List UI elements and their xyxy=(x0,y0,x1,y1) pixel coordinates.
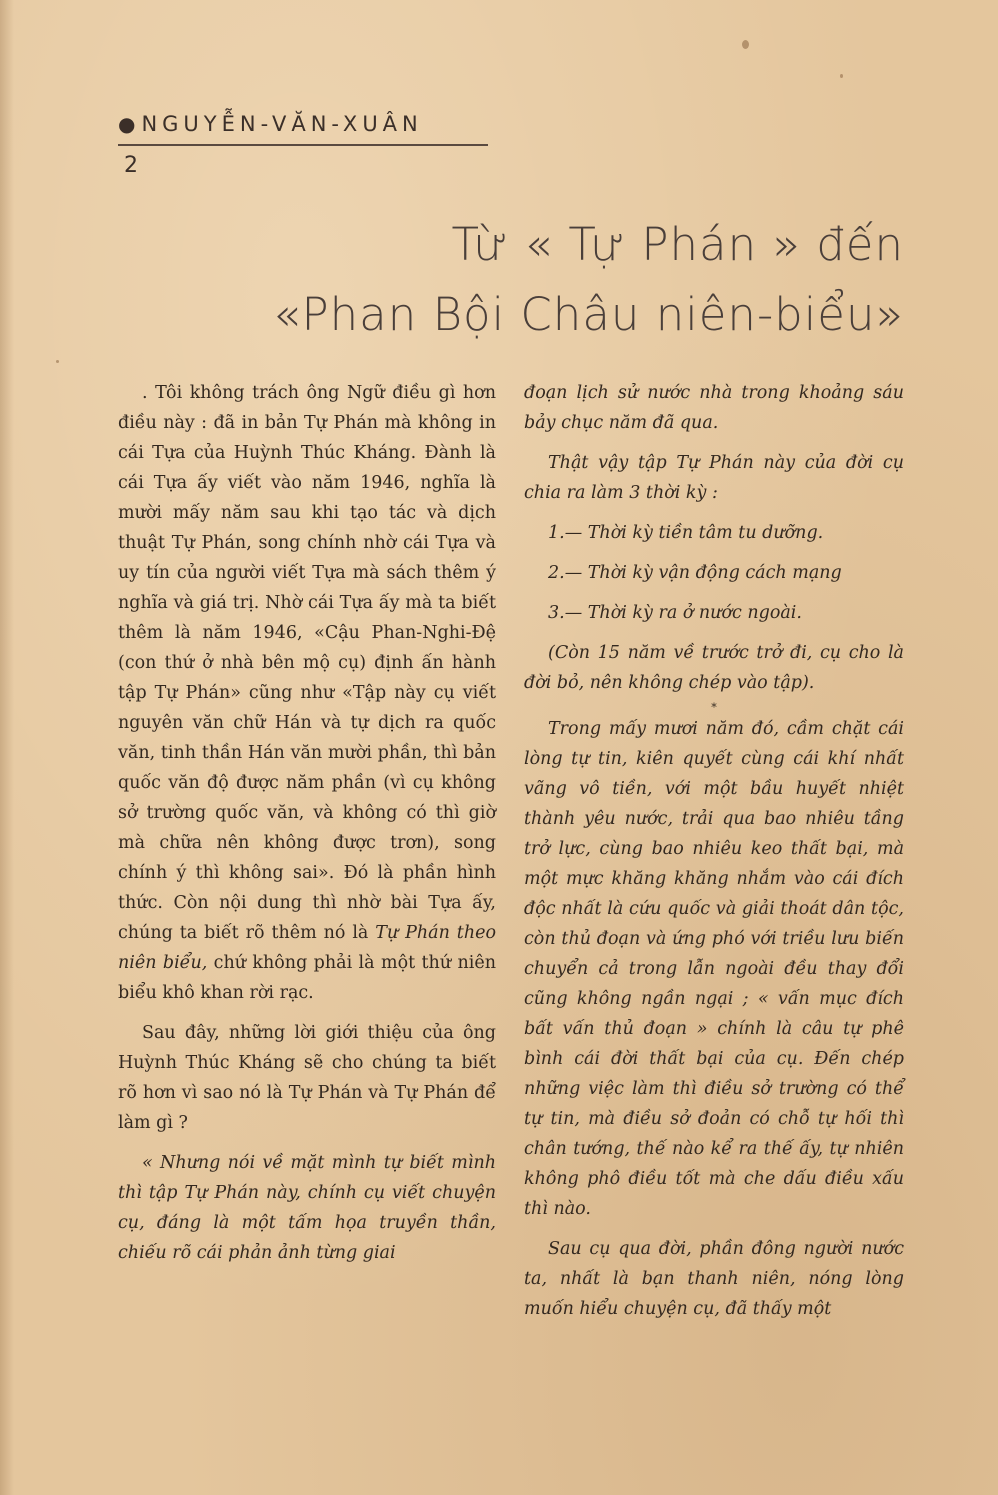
paper-stain xyxy=(840,74,843,78)
paragraph: Thật vậy tập Tự Phán này của đời cụ chia ra làm 3 thời kỳ : xyxy=(524,453,904,503)
list-item: 3.— Thời kỳ ra ở nước ngoài. xyxy=(548,603,802,623)
paragraph: (Còn 15 năm về trước trở đi, cụ cho là đời bỏ, nên không chép vào tập). xyxy=(524,643,904,693)
page-number: 2 xyxy=(124,153,138,178)
paper-stain xyxy=(56,360,59,363)
paragraph-text: chứ không phải là một thứ niên biểu khô khan rời rạc. xyxy=(118,953,496,1003)
bullet-icon: ● xyxy=(118,112,136,136)
running-head xyxy=(118,112,423,136)
article-title-line-2: «Phan Bội Châu niên-biểu» xyxy=(272,288,904,341)
list-item: 1.— Thời kỳ tiền tâm tu dưỡng. xyxy=(548,523,824,543)
paragraph: Sau cụ qua đời, phần đông người nước ta, nhất là bạn thanh niên, nóng lòng muốn hiểu chuyện cụ, đã thấy một xyxy=(524,1239,904,1319)
paragraph: đoạn lịch sử nước nhà trong khoảng sáu bảy chục năm đã qua. xyxy=(524,383,904,433)
paragraph: Sau đây, những lời giới thiệu của ông Huỳnh Thúc Kháng sẽ cho chúng ta biết rõ hơn vì sao nó là Tự Phán và Tự Phán để làm gì ? xyxy=(118,1023,496,1133)
paper-stain xyxy=(742,40,749,49)
right-column xyxy=(524,378,904,1324)
left-column xyxy=(118,378,496,1268)
quote-paragraph: « Nhưng nói về mặt mình tự biết mình thì tập Tự Phán này, chính cụ viết chuyện cụ, đáng là một tấm họa truyền thần, chiếu rõ cái phản ảnh từng giai xyxy=(118,1153,496,1263)
article-title-line-1: Từ « Tự Phán » đến xyxy=(451,218,904,271)
paragraph-text: . Tôi không trách ông Ngữ điều gì hơn điều này : đã in bản Tự Phán mà không in cái Tựa của Huỳnh Thúc Kháng. Đành là cái Tựa ấy viết vào năm 1946, nghĩa là mười mấy năm sau khi tạo tác và dịch thuật Tự Phán, song chính nhờ cái Tựa và uy tín của người viết Tựa mà sách thêm ý nghĩa và giá trị. Nhờ cái Tựa ấy mà ta biết thêm là năm 1946, «Cậu Phan-Nghi-Đệ (con thứ ở nhà bên mộ cụ) định ấn hành tập Tự Phán» cũng như «Tập này cụ viết nguyên văn chữ Hán và tự dịch ra quốc văn, tinh thần Hán văn mười phần, thì bản quốc văn độ được năm phần (vì cụ không sở trường quốc văn, và không có thì giờ mà chữa nên không được trơn), song chính ý thì không sai». Đó là phần hình thức. Còn nội dung thì nhờ bài Tựa ấy, chúng ta biết rõ thêm nó là xyxy=(118,383,496,943)
page-edge-shadow xyxy=(0,0,14,1495)
paragraph xyxy=(118,378,496,1008)
header-rule xyxy=(118,144,488,146)
section-separator: * xyxy=(711,701,717,714)
list-item: 2.— Thời kỳ vận động cách mạng xyxy=(548,563,842,583)
italic-phrase: Tự Phán theo niên biểu, xyxy=(118,923,497,973)
author-name: NGUYỄN-VĂN-XUÂN xyxy=(141,112,423,136)
paragraph: Trong mấy mươi năm đó, cầm chặt cái lòng tự tin, kiên quyết cùng cái khí nhất vãng vô tiền, với một bầu huyết nhiệt thành yêu nước, trải qua bao nhiêu tầng trở lực, cùng bao nhiêu keo thất bại, mà một mực khăng khăng nhắm vào cái đích độc nhất là cứu quốc và giải thoát dân tộc, còn thủ đoạn và ứng phó với triều lưu biến chuyển cả trong lẫn ngoài đều thay đổi cũng không ngần ngại ; « vấn mục đích bất vấn thủ đoạn » chính là câu tự phê bình cái đời thất bại của cụ. Đến chép những việc làm thì điều sở trường có thể tự tin, mà điều sở đoản có chỗ tự hối thì chân tướng, thế nào kể ra thế ấy, tự nhiên không phô điều tốt mà che dấu điều xấu thì nào. xyxy=(524,719,904,1219)
